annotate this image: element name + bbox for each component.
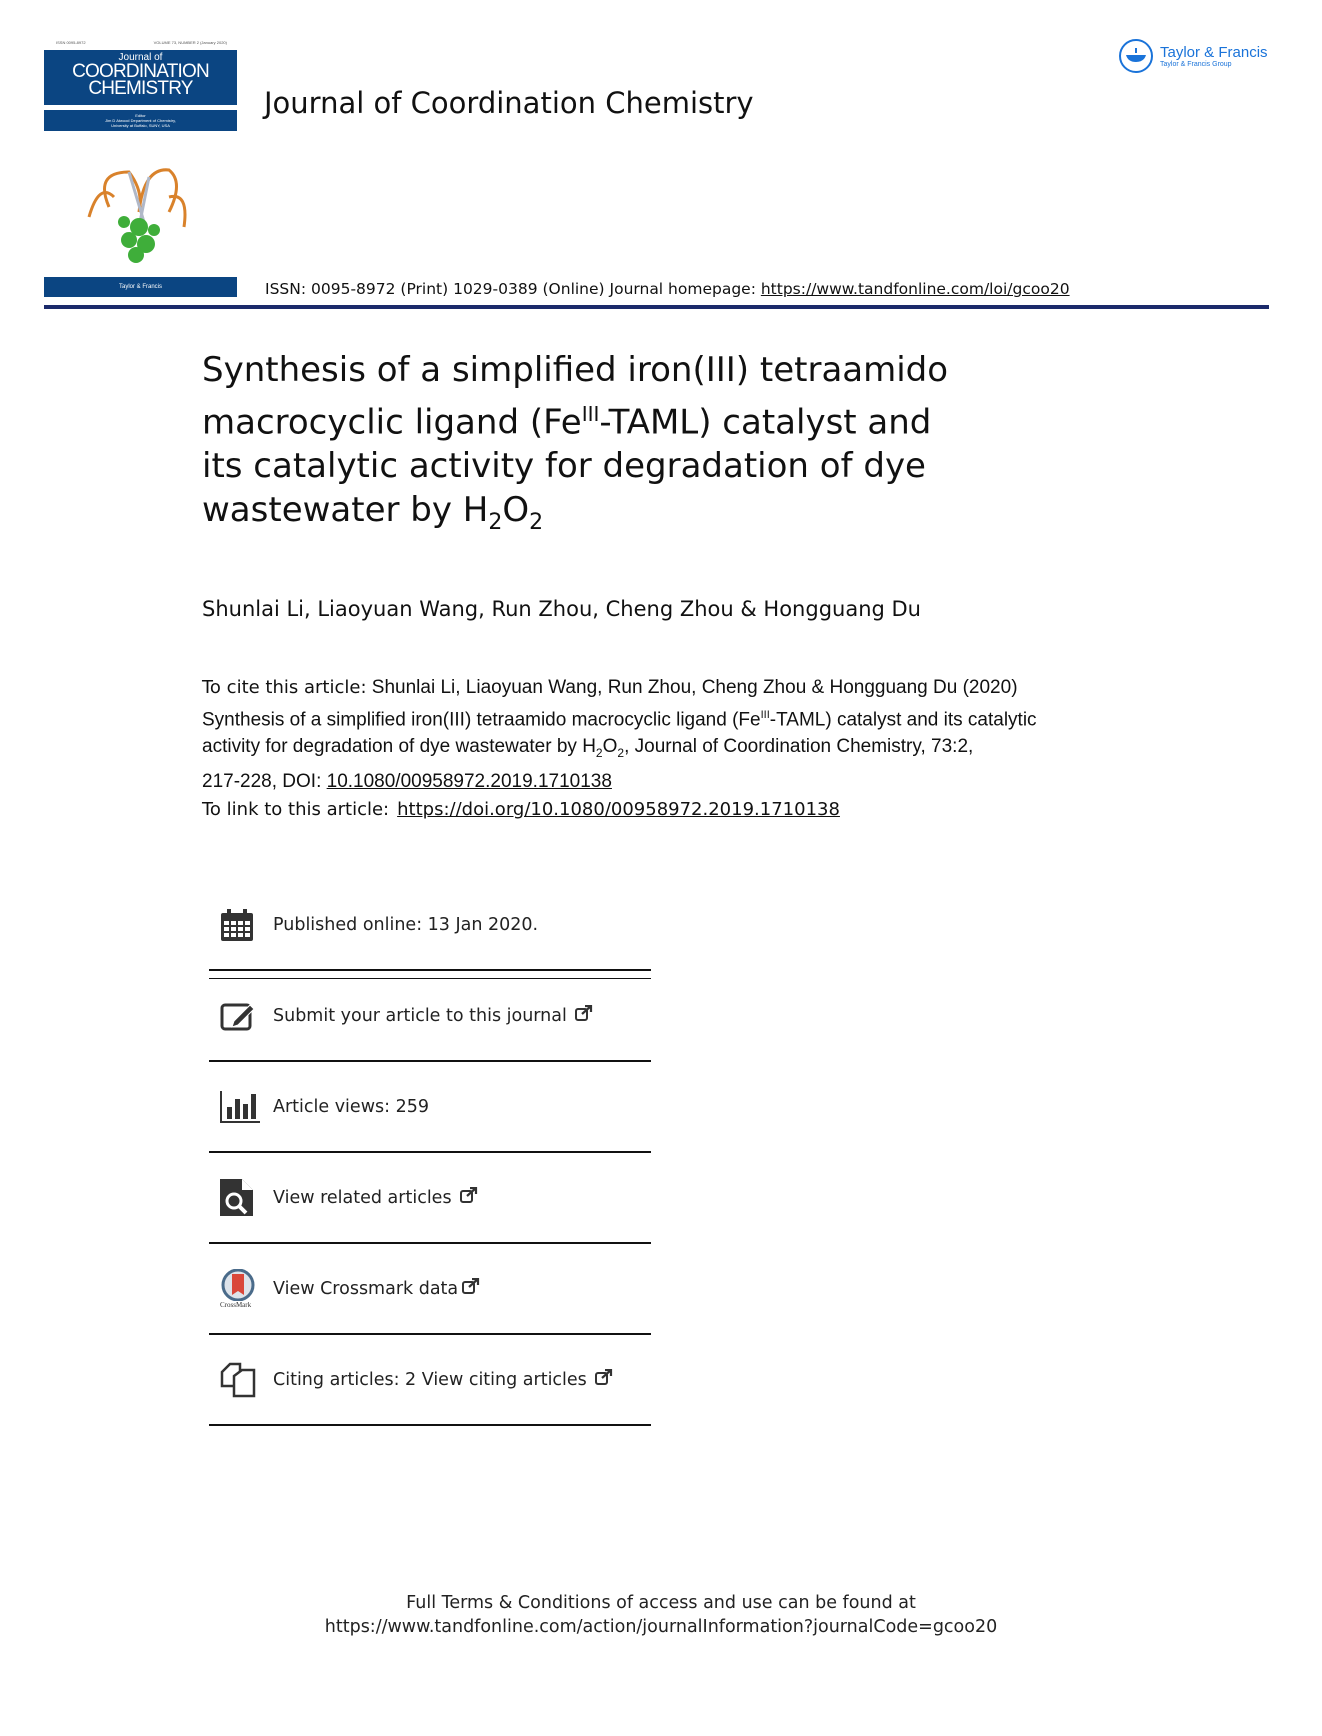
- journal-title: Journal of Coordination Chemistry: [264, 86, 754, 120]
- cover-header: [44, 40, 237, 45]
- title-superscript: III: [581, 402, 600, 426]
- title-subscript: 2: [488, 510, 503, 536]
- cover-volume: VOLUME 73, NUMBER 2 (January 2020): [153, 40, 227, 45]
- header-divider: [44, 305, 1269, 309]
- copy-documents-icon: [220, 1362, 270, 1398]
- list-divider: [209, 978, 651, 979]
- cite-text: -TAML) catalyst and its catalytic: [769, 708, 1037, 730]
- article-info-list: [209, 880, 651, 1426]
- article-views-item: [209, 1062, 651, 1153]
- issn-line: [265, 280, 1070, 298]
- cite-text: activity for degradation of dye wastewater by H: [202, 736, 596, 758]
- cite-text: Synthesis of a simplified iron(III) tetraamido macrocyclic ligand (Fe: [202, 708, 761, 730]
- crossmark-icon: [220, 1269, 270, 1309]
- publisher-group: Taylor & Francis Group: [1160, 61, 1232, 68]
- journal-cover: [44, 40, 237, 296]
- item-label: Submit your article to this journal: [273, 1005, 567, 1026]
- item-label: Citing articles: 2 View citing articles: [273, 1369, 587, 1390]
- title-line: Synthesis of a simplified iron(III) tetraamido: [202, 350, 949, 390]
- title-text: -TAML) catalyst and: [599, 402, 932, 443]
- cover-publisher: Taylor & Francis: [118, 284, 162, 290]
- item-label: View Crossmark data: [273, 1278, 459, 1299]
- cover-editor-band: [44, 110, 237, 131]
- item-label: View related articles: [273, 1187, 452, 1208]
- cover-name-line1: COORDINATION: [72, 61, 209, 82]
- cover-editor-label: Editor: [135, 113, 146, 118]
- molecule-illustration: [84, 152, 194, 272]
- bar-chart-icon: [220, 1091, 270, 1123]
- article-authors: Shunlai Li, Liaoyuan Wang, Run Zhou, Cheng Zhou & Hongguang Du: [202, 597, 921, 621]
- article-doi-url[interactable]: https://doi.org/10.1080/00958972.2019.1710138: [397, 799, 840, 820]
- title-text: O: [502, 490, 530, 531]
- cite-text: 217-228, DOI:: [202, 770, 327, 792]
- terms-footer: [0, 1591, 1322, 1639]
- cite-text: , Journal of Coordination Chemistry, 73:2,: [624, 736, 974, 758]
- title-text: macrocyclic ligand (Fe: [202, 402, 582, 443]
- edit-icon: [220, 1001, 270, 1031]
- article-title: [202, 348, 948, 545]
- external-link-icon: [462, 1278, 480, 1299]
- item-label: Published online: 13 Jan 2020.: [273, 914, 539, 935]
- doi-link[interactable]: 10.1080/00958972.2019.1710138: [326, 770, 612, 792]
- cover-name-line2: CHEMISTRY: [88, 78, 193, 99]
- cover-issn: ISSN 0095-8972: [56, 40, 86, 45]
- cite-subscript: 2: [595, 746, 603, 761]
- publisher-logo[interactable]: [1118, 38, 1268, 74]
- cover-publisher-band: [44, 277, 237, 297]
- issn-text: ISSN: 0095-8972 (Print) 1029-0389 (Online) Journal homepage:: [265, 280, 761, 298]
- citing-articles-item[interactable]: [209, 1335, 651, 1426]
- external-link-icon: [595, 1369, 613, 1390]
- title-line: [202, 488, 948, 545]
- title-text: wastewater by H: [202, 490, 489, 531]
- title-subscript: 2: [529, 510, 544, 536]
- cite-label: To cite this article:: [202, 677, 367, 698]
- link-label: To link to this article:: [202, 799, 390, 820]
- title-line: its catalytic activity for degradation of dye: [202, 446, 926, 487]
- item-label: Article views: 259: [273, 1096, 429, 1117]
- journal-homepage-link[interactable]: https://www.tandfonline.com/loi/gcoo20: [760, 280, 1070, 298]
- crossmark-item[interactable]: [209, 1244, 651, 1335]
- published-online-item: [209, 880, 651, 971]
- article-link-line: [202, 799, 840, 821]
- lamp-icon: [1118, 38, 1154, 74]
- footer-line: Full Terms & Conditions of access and use can be found at: [406, 1593, 916, 1613]
- cover-editor-line1: Jim D Atwood Department of Chemistry,: [105, 118, 176, 123]
- publisher-name: Taylor & Francis: [1160, 44, 1268, 61]
- cover-editor-line2: University at Buffalo, SUNY, USA: [111, 123, 170, 128]
- external-link-icon: [460, 1187, 478, 1208]
- submit-article-item[interactable]: [209, 971, 651, 1062]
- cover-title-band: [44, 50, 237, 105]
- calendar-icon: [220, 908, 270, 942]
- footer-terms-url[interactable]: https://www.tandfonline.com/action/journalInformation?journalCode=gcoo20: [324, 1617, 998, 1637]
- related-articles-item[interactable]: [209, 1153, 651, 1244]
- document-search-icon: [220, 1179, 270, 1217]
- title-line: [202, 392, 948, 444]
- citation-block: [202, 674, 1037, 795]
- cover-journal-of: Journal of: [118, 52, 163, 63]
- external-link-icon: [575, 1005, 593, 1026]
- cite-text: Shunlai Li, Liaoyuan Wang, Run Zhou, Cheng Zhou & Hongguang Du (2020): [366, 677, 1018, 698]
- cite-subscript: 2: [617, 746, 625, 761]
- crossmark-label: CrossMark: [220, 1300, 252, 1309]
- cite-superscript: III: [760, 708, 770, 721]
- cite-text: O: [602, 736, 618, 758]
